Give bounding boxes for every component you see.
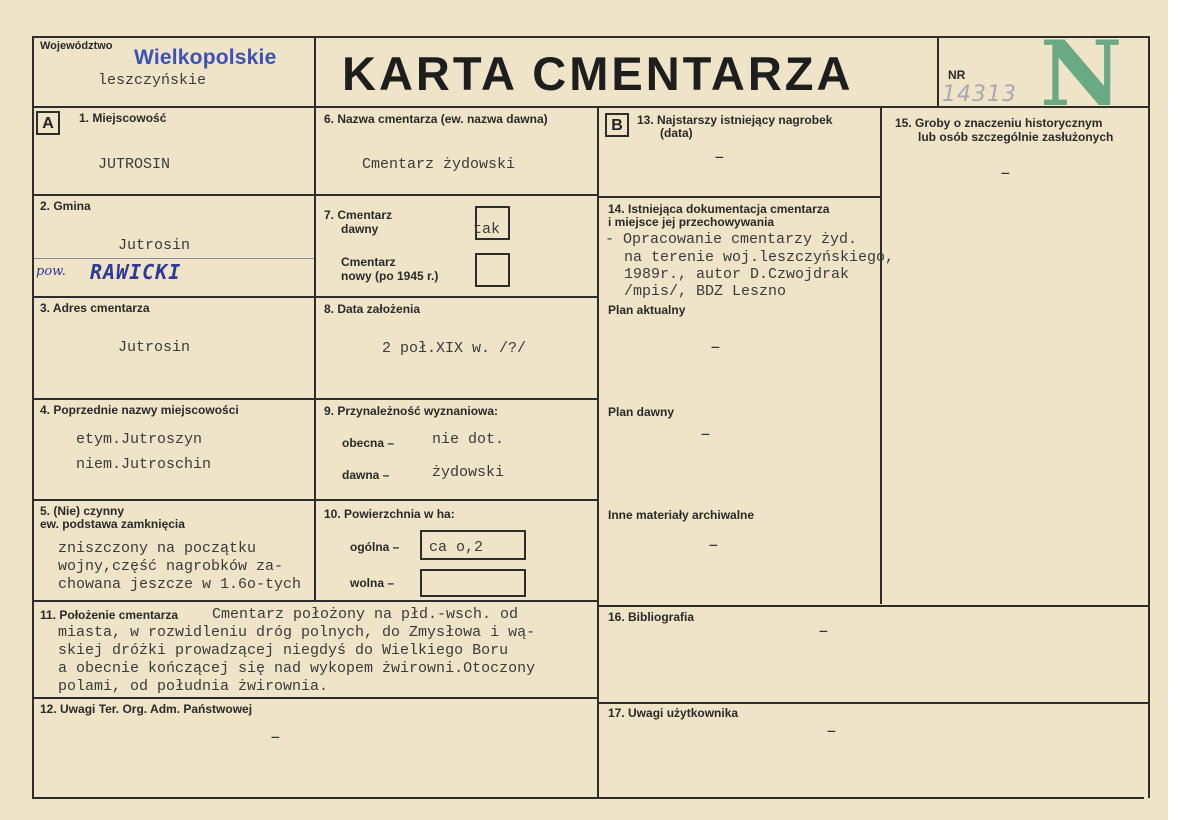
f12-value: – <box>270 728 281 748</box>
f1-label: 1. Miejscowość <box>79 111 167 125</box>
card-title: KARTA CMENTARZA <box>342 47 854 100</box>
col-divider-b <box>597 106 599 798</box>
frame-left-line <box>32 36 34 798</box>
f14-line-2: na terenie woj.leszczyńskiego, <box>624 249 895 266</box>
f8-label: 8. Data założenia <box>324 302 421 316</box>
f5-label-2: ew. podstawa zamknięcia <box>40 517 185 531</box>
row-line-b3 <box>598 702 1148 704</box>
f14-label-1: 14. Istniejąca dokumentacja cmentarza <box>608 202 830 216</box>
f17-label: 17. Uwagi użytkownika <box>608 706 739 720</box>
f4-label: 4. Poprzednie nazwy miejscowości <box>40 403 239 417</box>
f1-value: JUTROSIN <box>98 156 171 173</box>
f3-label: 3. Adres cmentarza <box>40 301 150 315</box>
f11-line-4: a obecnie kończącej się nad wykopem żwirowni.Otoczony <box>58 660 536 677</box>
section-b-badge: B <box>605 113 629 137</box>
f14-line-1: - Opracowanie cmentarzy żyd. <box>605 231 858 248</box>
f6-label: 6. Nazwa cmentarza (ew. nazwa dawna) <box>324 112 548 126</box>
f5-label-1: 5. (Nie) czynny <box>40 504 125 518</box>
f3-value: Jutrosin <box>118 339 191 356</box>
frame-top-line <box>32 36 1150 38</box>
f10-wolna-label: wolna – <box>350 576 395 590</box>
f14-line-3: 1989r., autor D.Czwojdrak <box>624 266 850 283</box>
f2-value: Jutrosin <box>118 237 191 254</box>
f4-value-1: etym.Jutroszyn <box>76 431 203 448</box>
f5-line-3: chowana jeszcze w 1.6o-tych <box>58 576 302 593</box>
f7-nowy-label-1: Cmentarz <box>341 255 396 269</box>
row-line-1 <box>32 194 598 196</box>
f7-nowy-checkbox[interactable] <box>475 253 510 287</box>
f10-wolna-box[interactable] <box>420 569 526 597</box>
plan-dawny-label: Plan dawny <box>608 405 675 419</box>
f13-label-1: 13. Najstarszy istniejący nagrobek <box>637 113 833 127</box>
wojewodztwo-value: leszczyńskie <box>98 72 207 89</box>
f17-value: – <box>826 722 837 742</box>
f5-line-2: wojny,część nagrobków za- <box>58 558 284 575</box>
wojewodztwo-label: Województwo <box>40 40 113 52</box>
f15-label-2: lub osób szczególnie zasłużonych <box>918 130 1114 144</box>
f14-label-2: i miejsce jej przechowywania <box>608 215 775 229</box>
f12-label: 12. Uwagi Ter. Org. Adm. Państwowej <box>40 702 253 716</box>
f10-ogolna-value: ca o,2 <box>429 539 484 556</box>
nr-value: 14313 <box>942 82 1017 107</box>
f7-nowy-label-2: nowy (po 1945 r.) <box>341 269 439 283</box>
f11-line-2: miasta, w rozwidleniu dróg polnych, do Zmysłowa i wą- <box>58 624 536 641</box>
f7-label-2: dawny <box>341 222 379 236</box>
stamp-letter-n: N <box>1040 21 1123 127</box>
wojewodztwo-stamp: Wielkopolskie <box>134 46 277 69</box>
header-divider-2 <box>937 36 939 106</box>
row-line-2 <box>32 296 598 298</box>
frame-right-line <box>1148 36 1150 798</box>
f11-line-1: Cmentarz położony na płd.-wsch. od <box>212 606 519 623</box>
f13-value: – <box>714 148 725 168</box>
f11-label: 11. Położenie cmentarza <box>40 608 179 622</box>
inne-materialy-value: – <box>708 536 719 556</box>
f16-value: – <box>818 622 829 642</box>
f9-dawna-value: żydowski <box>432 464 505 481</box>
plan-aktualny-value: – <box>710 338 721 358</box>
f9-obecna-value: nie dot. <box>432 431 505 448</box>
f6-value: Cmentarz żydowski <box>362 156 516 173</box>
f2-underline <box>34 258 314 259</box>
f11-line-5: polami, od południa żwirownia. <box>58 678 329 695</box>
header-divider-1 <box>314 36 316 106</box>
inne-materialy-label: Inne materiały archiwalne <box>608 508 755 522</box>
col-divider-c <box>880 106 882 604</box>
f4-value-2: niem.Jutroschin <box>76 456 212 473</box>
f7-label-1: 7. Cmentarz <box>324 208 393 222</box>
f11-line-3: skiej dróżki prowadzącej niegdyś do Wielkiego Boru <box>58 642 509 659</box>
row-line-6 <box>32 697 598 699</box>
row-line-4 <box>32 499 598 501</box>
section-a-badge: A <box>36 111 60 135</box>
col-divider-a <box>314 106 316 600</box>
row-line-3 <box>32 398 598 400</box>
f15-value: – <box>1000 164 1011 184</box>
f10-label: 10. Powierzchnia w ha: <box>324 507 455 521</box>
f2-label: 2. Gmina <box>40 199 91 213</box>
f10-ogolna-label: ogólna – <box>350 540 400 554</box>
nr-label: NR <box>948 68 966 82</box>
row-line-b2 <box>598 605 1148 607</box>
f9-label: 9. Przynależność wyznaniowa: <box>324 404 499 418</box>
frame-bottom-line <box>32 797 1144 799</box>
pow-handwritten: pow. <box>36 264 66 279</box>
f7-dawny-value: tak <box>473 221 501 238</box>
pow-value: RAWICKI <box>90 260 182 284</box>
f13-label-2: (data) <box>660 126 693 140</box>
f15-label-1: 15. Groby o znaczeniu historycznym <box>895 116 1103 130</box>
f8-value: 2 poł.XIX w. /?/ <box>382 340 527 357</box>
plan-aktualny-label: Plan aktualny <box>608 303 686 317</box>
f14-line-4: /mpis/, BDZ Leszno <box>624 283 787 300</box>
f9-obecna-label: obecna – <box>342 436 395 450</box>
f16-label: 16. Bibliografia <box>608 610 695 624</box>
row-line-b1 <box>598 196 882 198</box>
f5-line-1: zniszczony na początku <box>58 540 257 557</box>
row-line-5 <box>32 600 598 602</box>
f9-dawna-label: dawna – <box>342 468 390 482</box>
plan-dawny-value: – <box>700 425 711 445</box>
